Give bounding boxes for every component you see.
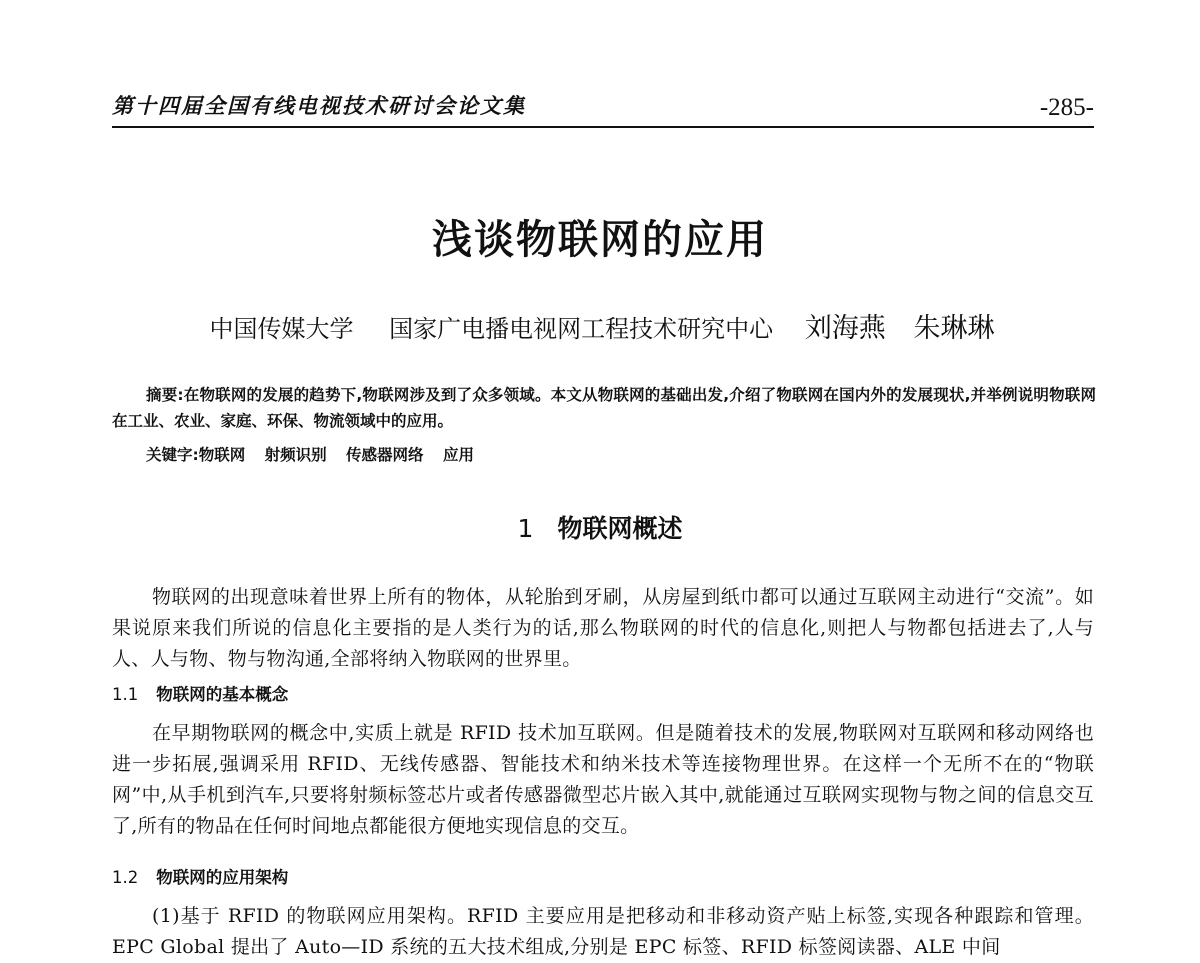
keyword: 射频识别	[264, 446, 327, 464]
section-title: 物联网概述	[557, 514, 683, 543]
section-heading	[0, 509, 1200, 545]
keyword: 应用	[442, 446, 474, 464]
section-number: 1	[517, 514, 534, 543]
affiliation-2: 国家广电播电视网工程技术研究中心	[389, 315, 774, 343]
subsection-paragraph: 在早期物联网的概念中,实质上就是 RFID 技术加互联网。但是随着技术的发展,物联网对互联网和移动网络也进一步拓展,强调采用 RFID、无线传感器、智能技术和纳米技术等连接物理世界。在这样一个无所不在的“物联网”中,从手机到汽车,只要将射频标签芯片或者传感器微型芯片嵌入其中,就能通过互联网实现物与物之间的信息交互了,所有的物品在任何时间地点都能很方便地实现信息的交互。	[112, 722, 1094, 837]
author-1: 刘海燕	[804, 313, 886, 344]
keywords	[146, 443, 488, 465]
paper-title: 浅谈物联网的应用	[432, 217, 768, 263]
page-number: -285-	[1039, 94, 1094, 121]
keywords-label: 关键字:物联网	[146, 446, 246, 464]
subsection-heading	[112, 681, 288, 705]
subsection-number: 1.1	[112, 685, 139, 704]
affiliation-1: 中国传媒大学	[209, 315, 354, 343]
subsection-title: 物联网的基本概念	[156, 685, 289, 704]
author-2: 朱琳琳	[913, 313, 995, 344]
section-intro-paragraph: 物联网的出现意味着世界上所有的物体，从轮胎到牙刷，从房屋到纸巾都可以通过互联网主动进行“交流”。如果说原来我们所说的信息化主要指的是人类行为的话,那么物联网的时代的信息化,则把人与物都包括进去了,人与人、人与物、物与物沟通,全部将纳入物联网的世界里。	[112, 586, 1094, 670]
abstract: 摘要:在物联网的发展的趋势下,物联网涉及到了众多领域。本文从物联网的基础出发,介绍了物联网在国内外的发展现状,并举例说明物联网在工业、农业、家庭、环保、物流领域中的应用。	[112, 386, 1096, 430]
subsection-number: 1.2	[112, 868, 139, 887]
author-line	[0, 306, 1200, 345]
keyword: 传感器网络	[346, 446, 424, 464]
subsection-paragraph: (1)基于 RFID 的物联网应用架构。RFID 主要应用是把移动和非移动资产贴上标签,实现各种跟踪和管理。EPC Global 提出了 Auto—ID 系统的五大技术组成,分别是 EPC 标签、RFID 标签阅读器、ALE 中间	[112, 905, 1094, 958]
subsection-heading	[112, 864, 288, 888]
subsection-title: 物联网的应用架构	[156, 868, 289, 887]
running-header	[112, 92, 1094, 128]
journal-title: 第十四届全国有线电视技术研讨会论文集	[112, 93, 526, 118]
